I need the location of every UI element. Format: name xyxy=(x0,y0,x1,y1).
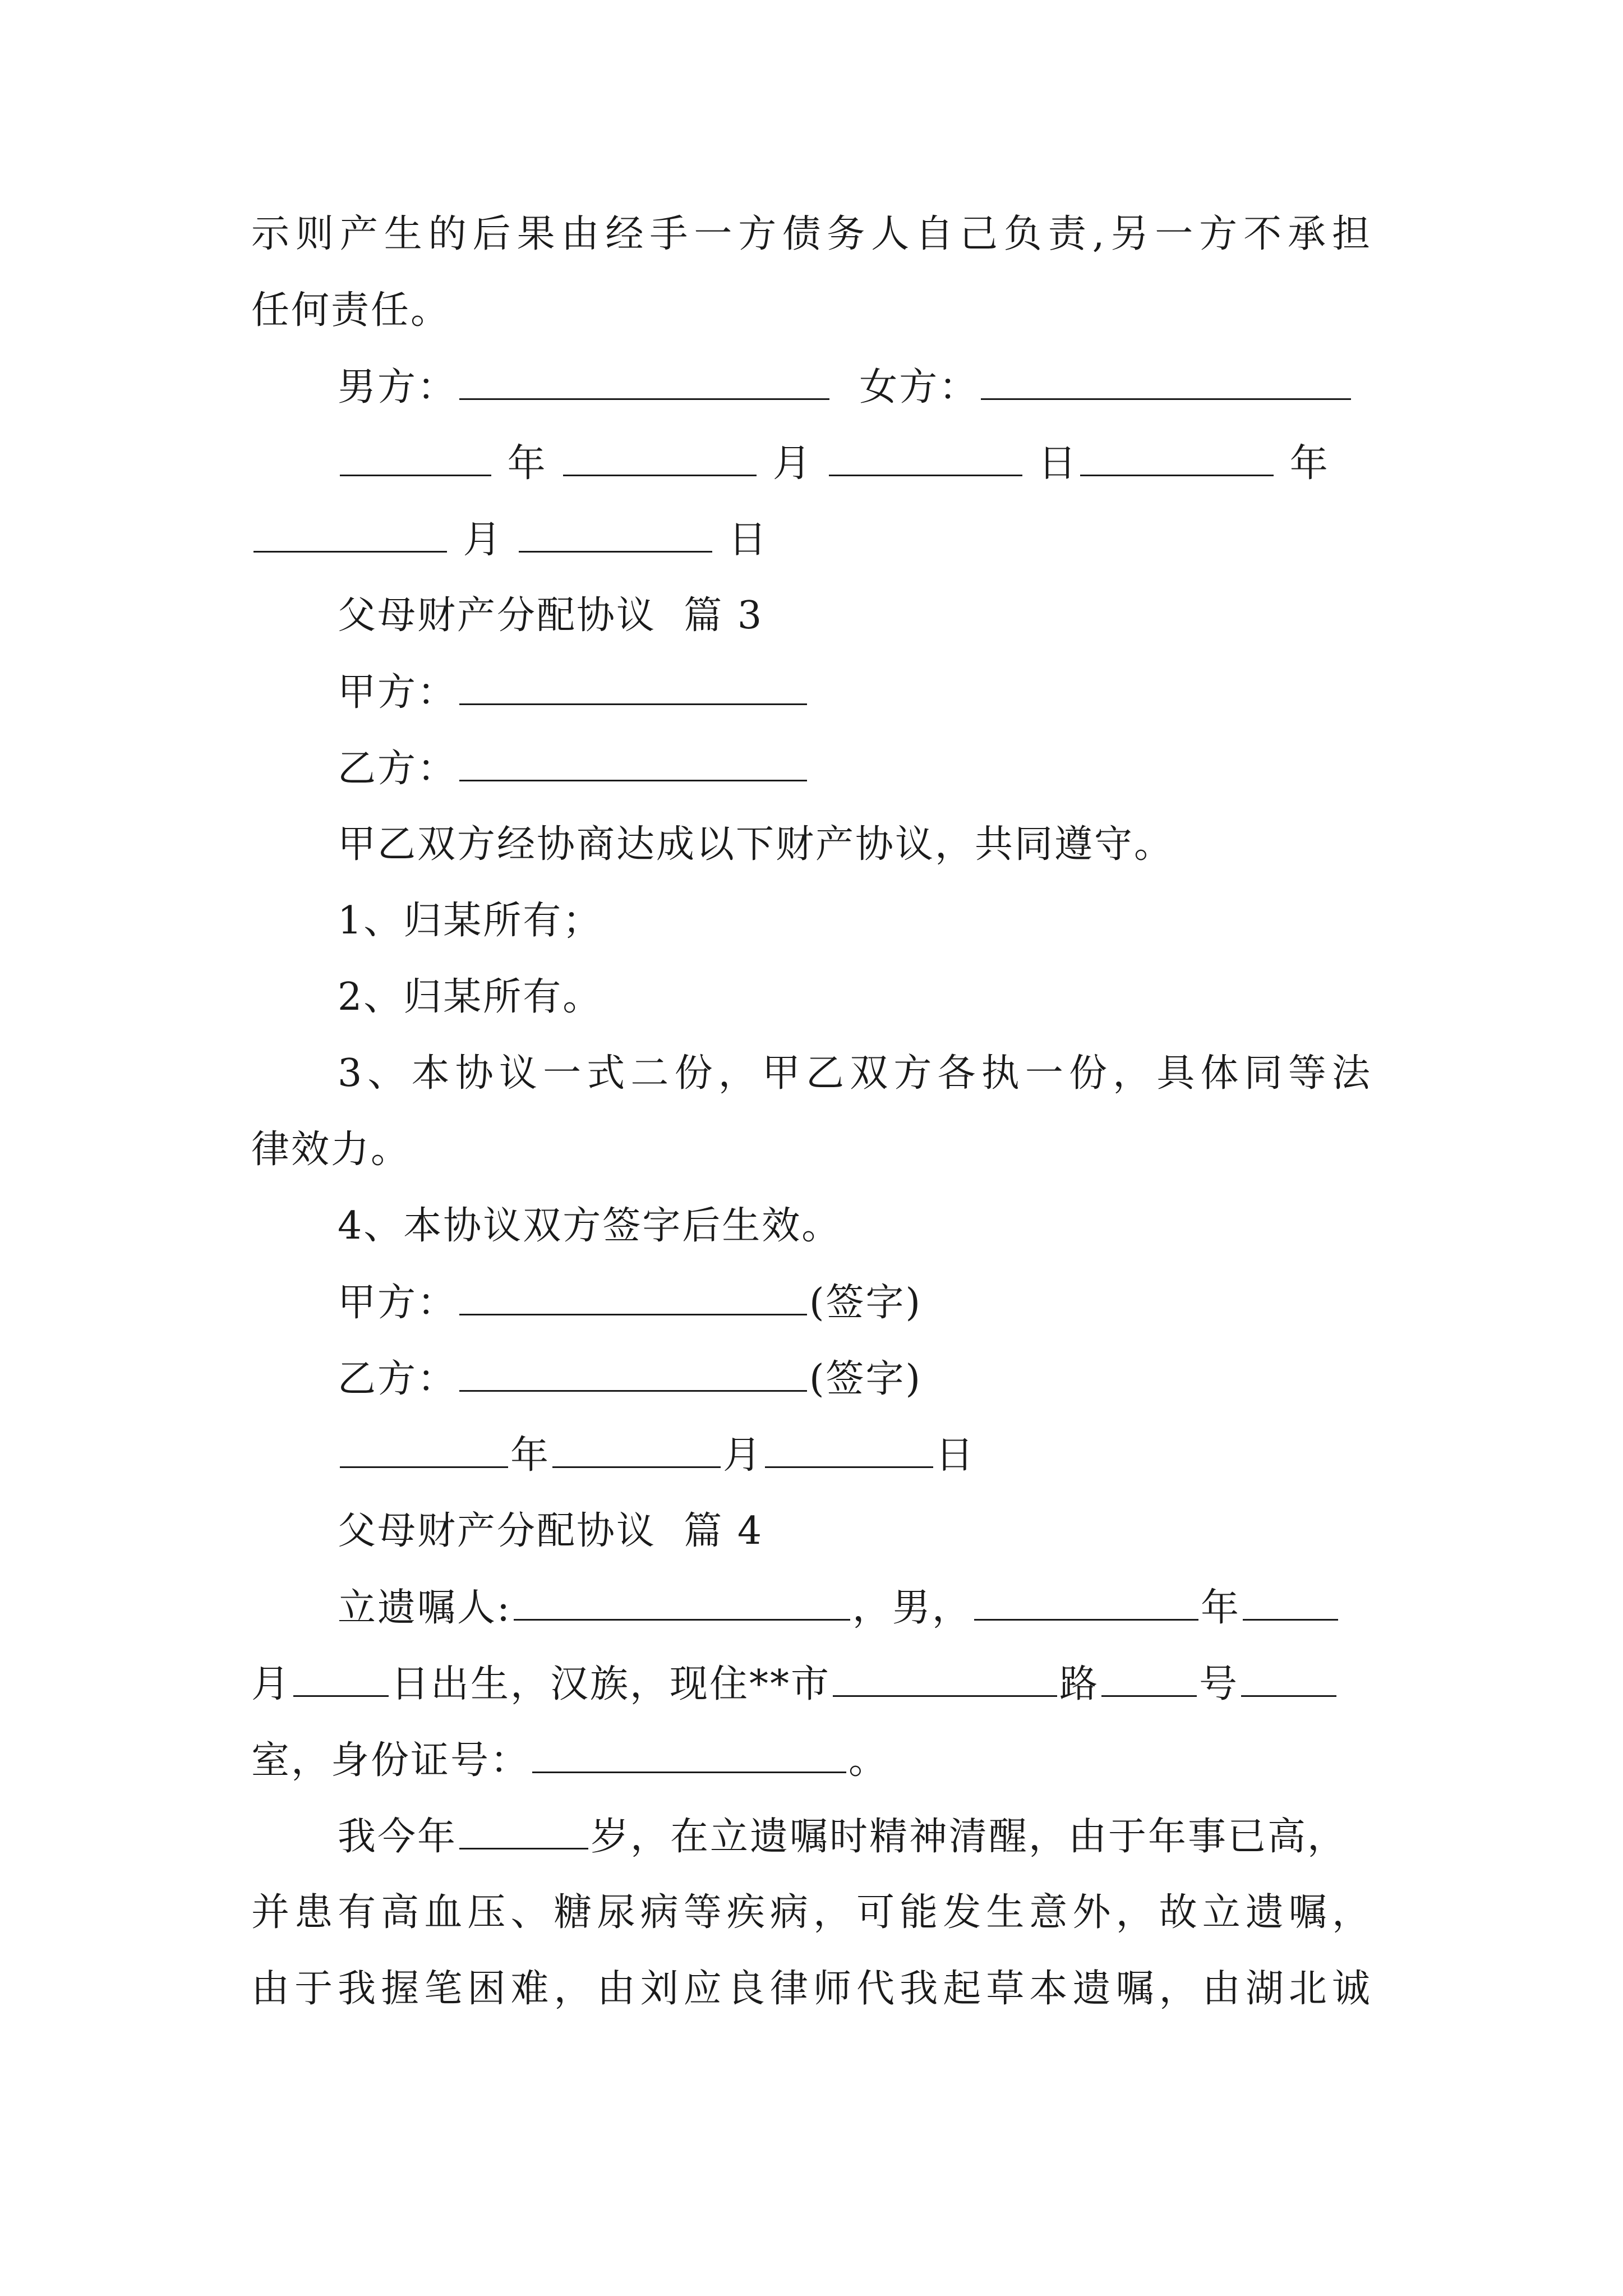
text-line: 并患有高血压、糖尿病等疾病，可能发生意外，故立遗嘱， xyxy=(251,1890,1372,1935)
label-day: 日 xyxy=(1038,441,1078,486)
text-line: 示则产生的后果由经手一方债务人自己负责,另一方不承担 xyxy=(251,212,1372,256)
label-sign: (签字) xyxy=(809,1281,923,1325)
section-title: 父母财产分配协议 篇 3 xyxy=(338,593,764,638)
label-party-a: 甲方： xyxy=(338,1281,458,1325)
label-day: 日 xyxy=(728,518,768,562)
label-year: 年 xyxy=(510,1433,551,1478)
label-year: 年 xyxy=(1289,441,1330,486)
blank-line xyxy=(1243,1585,1338,1621)
list-item: 1、归某所有； xyxy=(338,899,603,943)
label-year: 年 xyxy=(1200,1586,1241,1630)
label-month: 月 xyxy=(772,441,813,486)
label-born: 日出生，汉族，现住**市 xyxy=(391,1662,831,1706)
blank-line xyxy=(459,365,829,400)
blank-line xyxy=(1241,1662,1336,1697)
label-number: 号 xyxy=(1199,1662,1239,1706)
label-room-id: 室，身份证号： xyxy=(251,1738,531,1783)
text-line: 由于我握笔困难，由刘应良律师代我起草本遗嘱，由湖北诚 xyxy=(251,1967,1372,2011)
blank-line xyxy=(829,441,1022,476)
text-line: 任何责任。 xyxy=(251,288,451,333)
signature-line-male-female xyxy=(338,365,1353,409)
date-line xyxy=(338,441,1330,486)
blank-line xyxy=(833,1662,1057,1697)
label-age-post: 岁，在立遗嘱时精神清醒，由于年事已高， xyxy=(591,1815,1348,1859)
party-b-sign-line xyxy=(338,1356,922,1401)
blank-line xyxy=(765,1433,933,1468)
label-day: 日 xyxy=(935,1433,976,1478)
label-sign: (签字) xyxy=(809,1357,923,1401)
blank-line xyxy=(563,441,757,476)
blank-line xyxy=(981,365,1351,400)
section-title: 父母财产分配协议 篇 4 xyxy=(338,1509,764,1553)
blank-line xyxy=(340,1433,508,1468)
list-item: 3、本协议一式二份，甲乙双方各执一份，具体同等法 xyxy=(338,1051,1372,1096)
label-party-a: 甲方： xyxy=(338,670,458,715)
testator-line xyxy=(338,1585,1340,1630)
label-party-b: 乙方： xyxy=(338,747,458,791)
label-male: 男方： xyxy=(338,365,458,409)
text-line: 甲乙双方经协商达成以下财产协议，共同遵守。 xyxy=(338,822,1174,867)
label-year: 年 xyxy=(507,441,547,486)
blank-line xyxy=(459,746,807,781)
age-line xyxy=(338,1814,1347,1859)
blank-line xyxy=(1101,1662,1197,1697)
blank-line xyxy=(552,1433,721,1468)
label-month: 月 xyxy=(723,1433,763,1478)
blank-line xyxy=(974,1585,1198,1621)
blank-line xyxy=(459,1280,807,1315)
label-age-pre: 我今年 xyxy=(338,1815,458,1859)
blank-line xyxy=(1080,441,1274,476)
date-line xyxy=(338,1433,975,1478)
label-month: 月 xyxy=(463,518,503,562)
blank-line xyxy=(340,441,491,476)
address-line xyxy=(251,1662,1339,1706)
date-line xyxy=(251,517,768,562)
text-line: 律效力。 xyxy=(251,1128,411,1172)
list-item: 4、本协议双方签字后生效。 xyxy=(338,1204,842,1248)
blank-line xyxy=(459,670,807,705)
blank-line xyxy=(514,1585,850,1621)
blank-line xyxy=(459,1356,807,1392)
label-period: 。 xyxy=(849,1738,889,1783)
blank-line xyxy=(293,1662,389,1697)
party-b-line xyxy=(338,746,809,791)
blank-line xyxy=(519,517,712,553)
label-female: 女方： xyxy=(859,365,979,409)
label-testator: 立遗嘱人: xyxy=(338,1586,511,1630)
label-month: 月 xyxy=(251,1662,292,1706)
label-sex: ，男， xyxy=(852,1586,972,1630)
label-road: 路 xyxy=(1059,1662,1100,1706)
blank-line xyxy=(253,517,447,553)
party-a-line xyxy=(338,670,809,715)
blank-line xyxy=(459,1814,588,1849)
party-a-sign-line xyxy=(338,1280,922,1325)
id-line xyxy=(251,1738,888,1783)
label-party-b: 乙方： xyxy=(338,1357,458,1401)
list-item: 2、归某所有。 xyxy=(338,975,603,1019)
blank-line xyxy=(532,1738,846,1773)
